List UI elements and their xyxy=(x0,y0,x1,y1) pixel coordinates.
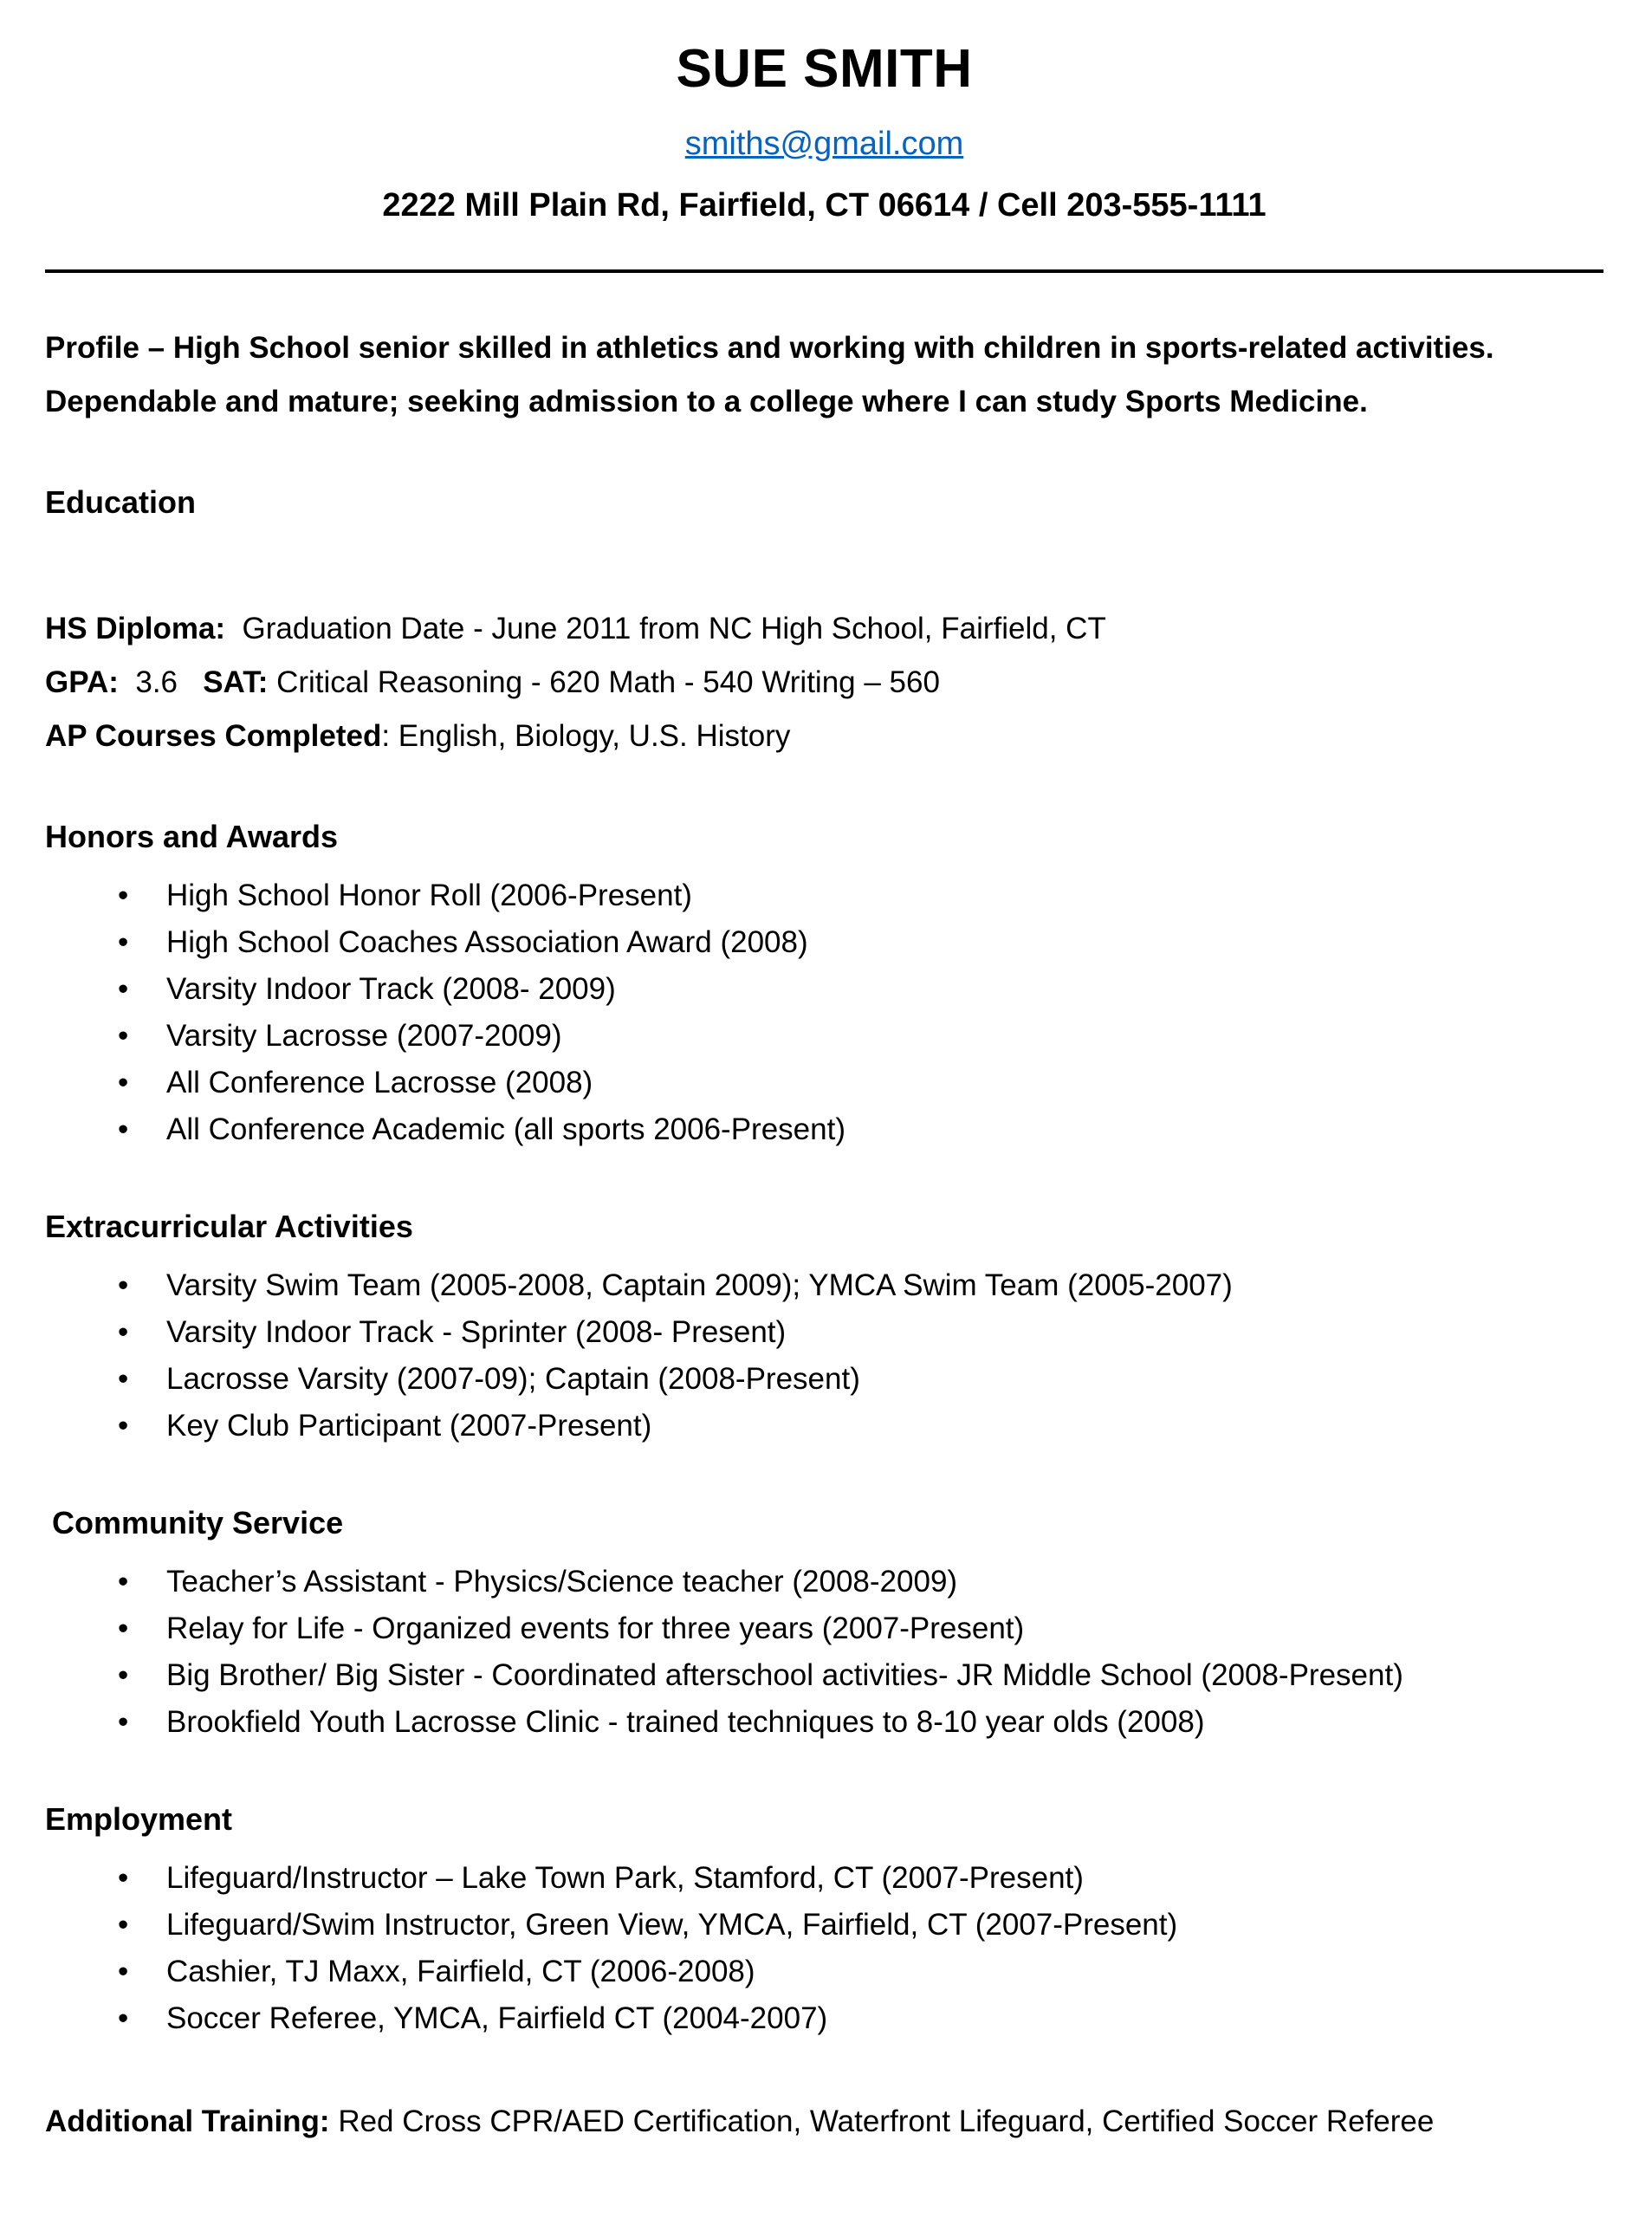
diploma-text: Graduation Date - June 2011 from NC High School, Fairfield, CT xyxy=(225,612,1106,645)
list-item: • Big Brother/ Big Sister - Coordinated afterschool activities- JR Middle School (2008-Present) xyxy=(45,1652,1603,1699)
diploma-line xyxy=(45,602,1603,656)
email-line xyxy=(45,126,1603,163)
list-item: • Varsity Swim Team (2005-2008, Captain 2009); YMCA Swim Team (2005-2007) xyxy=(45,1262,1603,1309)
section-extracurricular xyxy=(45,1207,1603,1449)
list-item: • Soccer Referee, YMCA, Fairfield CT (2004-2007) xyxy=(45,1995,1603,2042)
section-employment xyxy=(45,1800,1603,2042)
section-heading-employment: Employment xyxy=(45,1801,233,1837)
list-item: • All Conference Lacrosse (2008) xyxy=(45,1060,1603,1106)
list-item: • All Conference Academic (all sports 2006-Present) xyxy=(45,1106,1603,1153)
gpa-value: 3.6 xyxy=(118,665,204,699)
list-item: • Lifeguard/Swim Instructor, Green View, YMCA, Fairfield, CT (2007-Present) xyxy=(45,1902,1603,1949)
employment-list xyxy=(45,1855,1603,2042)
list-item: • Teacher’s Assistant - Physics/Science teacher (2008-2009) xyxy=(45,1559,1603,1605)
divider-line xyxy=(45,269,1603,273)
sat-label: SAT: xyxy=(203,665,269,699)
email-link[interactable]: smiths@gmail.com xyxy=(684,126,964,162)
list-item: • Lacrosse Varsity (2007-09); Captain (2008-Present) xyxy=(45,1356,1603,1403)
gpa-label: GPA: xyxy=(45,665,119,699)
sat-text: Critical Reasoning - 620 Math - 540 Writing – 560 xyxy=(268,665,940,699)
additional-training-line xyxy=(45,2096,1603,2148)
list-item: • Cashier, TJ Maxx, Fairfield, CT (2006-2008) xyxy=(45,1949,1603,1995)
contact-line: 2222 Mill Plain Rd, Fairfield, CT 06614 / Cell 203-555-1111 xyxy=(382,187,1267,224)
section-heading-extracurricular: Extracurricular Activities xyxy=(45,1209,413,1244)
list-item: • Brookfield Youth Lacrosse Clinic - trained techniques to 8-10 year olds (2008) xyxy=(45,1699,1603,1746)
list-item: • High School Honor Roll (2006-Present) xyxy=(45,872,1603,919)
profile-paragraph: Profile – High School senior skilled in athletics and working with children in sports-related activities. Dependable and mature; seeking admission to a college where I can study Sports Medicine. xyxy=(45,331,1503,418)
list-item: • Lifeguard/Instructor – Lake Town Park, Stamford, CT (2007-Present) xyxy=(45,1855,1603,1902)
page-title: SUE SMITH xyxy=(676,39,973,99)
list-item: • Key Club Participant (2007-Present) xyxy=(45,1403,1603,1449)
list-item: • Varsity Lacrosse (2007-2009) xyxy=(45,1013,1603,1060)
ap-courses-text: : English, Biology, U.S. History xyxy=(381,719,791,753)
section-heading-education: Education xyxy=(45,484,197,520)
resume-header xyxy=(45,38,1603,224)
section-education xyxy=(45,483,1603,763)
section-heading-honors: Honors and Awards xyxy=(45,819,339,854)
ap-courses-line xyxy=(45,710,1603,763)
ap-courses-label: AP Courses Completed xyxy=(45,719,382,753)
extracurricular-list xyxy=(45,1262,1603,1449)
diploma-label: HS Diploma: xyxy=(45,612,226,645)
additional-training-label: Additional Training: xyxy=(45,2105,330,2138)
section-community-service xyxy=(45,1503,1603,1746)
section-honors xyxy=(45,817,1603,1153)
community-service-list xyxy=(45,1559,1603,1746)
gpa-sat-line xyxy=(45,656,1603,710)
list-item: • High School Coaches Association Award (2008) xyxy=(45,919,1603,966)
section-heading-community-service: Community Service xyxy=(52,1505,344,1540)
list-item: • Relay for Life - Organized events for three years (2007-Present) xyxy=(45,1605,1603,1652)
list-item: • Varsity Indoor Track - Sprinter (2008- Present) xyxy=(45,1309,1603,1356)
additional-training-text: Red Cross CPR/AED Certification, Waterfront Lifeguard, Certified Soccer Referee xyxy=(329,2105,1435,2138)
list-item: • Varsity Indoor Track (2008- 2009) xyxy=(45,966,1603,1013)
honors-list xyxy=(45,872,1603,1153)
